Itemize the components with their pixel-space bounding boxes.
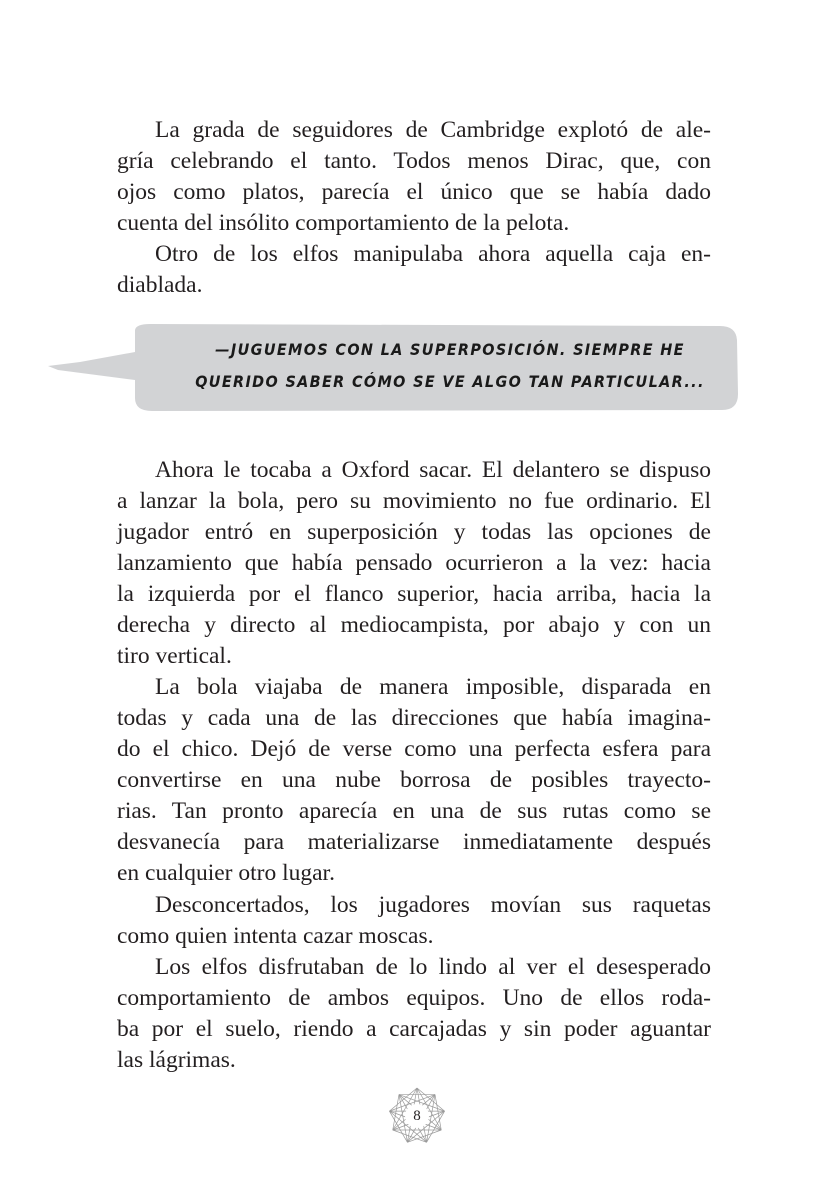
text-line: Desconcertados, los jugadores movían sus raquetas	[155, 892, 711, 918]
paragraph-1	[117, 115, 711, 239]
text-line: lanzamiento que había pensado ocurrieron a la vez: hacia	[117, 550, 711, 576]
speech-bubble-line-2: QUERIDO SABER CÓMO SE VE ALGO TAN PARTICULAR...	[195, 372, 705, 391]
page-number-ornament	[387, 1086, 447, 1146]
text-line: gría celebrando el tanto. Todos menos Dirac, que, con	[117, 148, 711, 174]
paragraph-2	[117, 239, 711, 301]
text-line: las lágrimas.	[117, 1047, 236, 1073]
text-line: como quien intenta cazar moscas.	[117, 923, 434, 949]
text-line: Otro de los elfos manipulaba ahora aquella caja en-	[155, 241, 711, 267]
speech-bubble-shape	[40, 322, 740, 414]
text-line: convertirse en una nube borrosa de posibles trayecto-	[117, 767, 711, 793]
text-line: comportamiento de ambos equipos. Uno de ellos roda-	[117, 985, 711, 1011]
text-line: rias. Tan pronto aparecía en una de sus rutas como se	[117, 798, 711, 824]
paragraph-6	[117, 952, 711, 1076]
text-line: todas y cada una de las direcciones que había imagina-	[117, 705, 711, 731]
text-line: diablada.	[117, 272, 203, 298]
text-line: jugador entró en superposición y todas las opciones de	[117, 519, 711, 545]
text-line: derecha y directo al mediocampista, por abajo y con un	[117, 612, 711, 638]
text-line: tiro vertical.	[117, 643, 232, 669]
paragraph-5	[117, 890, 711, 952]
text-line: cuenta del insólito comportamiento de la pelota.	[117, 210, 570, 236]
text-line: desvanecía para materializarse inmediatamente después	[117, 829, 711, 855]
text-line: ojos como platos, parecía el único que se había dado	[117, 179, 711, 205]
paragraph-4	[117, 672, 711, 889]
speech-bubble	[40, 322, 740, 414]
text-line: Ahora le tocaba a Oxford sacar. El delantero se dispuso	[155, 457, 711, 483]
paragraph-3	[117, 455, 711, 672]
text-line: la izquierda por el flanco superior, hacia arriba, hacia la	[117, 581, 711, 607]
text-line: a lanzar la bola, pero su movimiento no fue ordinario. El	[117, 488, 711, 514]
text-line: do el chico. Dejó de verse como una perfecta esfera para	[117, 736, 711, 762]
text-line: ba por el suelo, riendo a carcajadas y sin poder aguantar	[117, 1016, 711, 1042]
text-line: en cualquier otro lugar.	[117, 860, 335, 886]
text-line: Los elfos disfrutaban de lo lindo al ver el desesperado	[155, 954, 711, 980]
text-line: La grada de seguidores de Cambridge explotó de ale-	[155, 117, 711, 143]
speech-bubble-line-1: —JUGUEMOS CON LA SUPERPOSICIÓN. SIEMPRE HE	[215, 340, 685, 359]
text-line: La bola viajaba de manera imposible, disparada en	[155, 674, 711, 700]
page-number: 8	[413, 1108, 421, 1124]
